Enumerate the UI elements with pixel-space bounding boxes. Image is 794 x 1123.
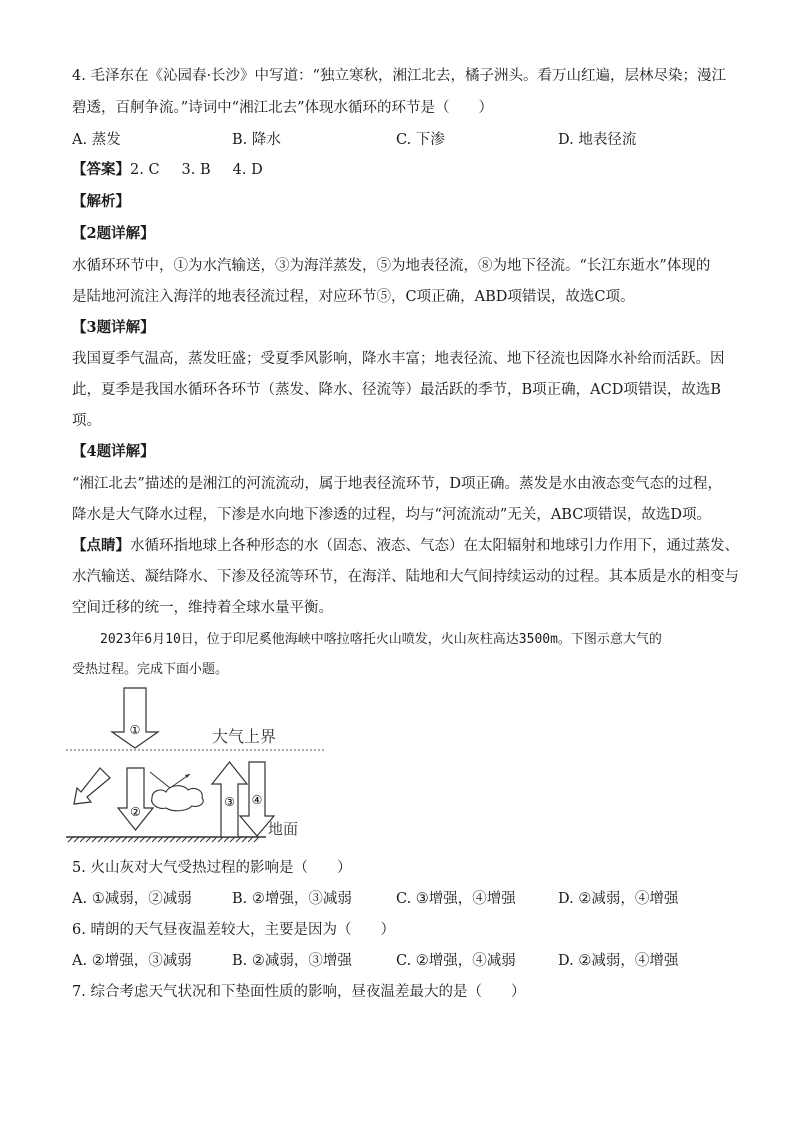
q4-option-b: B. 降水 — [232, 132, 281, 148]
detail-2-label: 【2题详解】 — [72, 225, 155, 242]
q4-option-a: A. 蒸发 — [72, 132, 121, 148]
detail-3-line3: 项。 — [72, 413, 101, 429]
scatter-line-in — [150, 772, 170, 788]
detail-2-line1: 水循环环节中，①为水汽输送，③为海洋蒸发，⑤为地表径流，⑧为地下径流。“长江东逝水”体现的 — [72, 258, 711, 274]
q4-option-c: C. 下渗 — [396, 132, 445, 148]
arrow-reflection — [74, 768, 110, 804]
ground-surface — [66, 837, 266, 842]
top-of-atmosphere-label: 大气上界 — [212, 727, 277, 746]
answer-label: 【答案】 — [72, 161, 130, 178]
q4-option-d: D. 地表径流 — [558, 132, 637, 148]
detail-3-line2: 此，夏季是我国水循环各环节（蒸发、降水、径流等）最活跃的季节，B项正确，ACD项错误，故选B — [72, 382, 721, 398]
cloud-icon — [152, 786, 204, 811]
q5-option-c: C. ③增强，④增强 — [396, 891, 516, 907]
answer-item: 3. B — [181, 162, 211, 178]
tip-line3: 空间迁移的统一，维持着全球水量平衡。 — [72, 600, 333, 616]
detail-4-line1: “湘江北去”描述的是湘江的河流流动，属于地表径流环节，D项正确。蒸发是水由液态变气态的过程， — [72, 476, 722, 492]
q6-option-d: D. ②减弱，④增强 — [558, 953, 679, 969]
analysis-label: 【解析】 — [72, 193, 130, 210]
q5-option-b: B. ②增强，③减弱 — [232, 891, 352, 907]
q6-stem: 6. 晴朗的天气昼夜温差较大，主要是因为（ ） — [72, 922, 395, 938]
arrow-2-label: ② — [130, 805, 141, 819]
answer-item: 4. D — [232, 162, 263, 178]
detail-4-line2: 降水是大气降水过程，下渗是水向地下渗透的过程，均与“河流流动”无关，ABC项错误，故选D项。 — [72, 507, 711, 523]
q5-option-d: D. ②减弱，④增强 — [558, 891, 679, 907]
detail-4-label: 【4题详解】 — [72, 443, 155, 460]
intro-line2: 受热过程。完成下面小题。 — [72, 662, 229, 677]
q6-option-c: C. ②增强，④减弱 — [396, 953, 516, 969]
ground-label: 地面 — [268, 820, 299, 838]
detail-3-label: 【3题详解】 — [72, 319, 155, 336]
q6-option-b: B. ②减弱，③增强 — [232, 953, 352, 969]
arrow-4-label: ④ — [251, 793, 263, 807]
arrow-3-label: ③ — [224, 795, 235, 809]
q7-stem: 7. 综合考虑天气状况和下垫面性质的影响，昼夜温差最大的是（ ） — [72, 984, 526, 1000]
tip-label: 【点睛】 — [72, 537, 130, 554]
atmosphere-heating-diagram — [66, 686, 326, 844]
arrow-1-solar-radiation — [112, 688, 158, 748]
q5-option-a: A. ①减弱，②减弱 — [72, 891, 192, 907]
q4-stem-line2: 碧透，百舸争流。”诗词中“湘江北去”体现水循环的环节是（ ） — [72, 100, 493, 116]
tip-line2: 水汽输送、凝结降水、下渗及径流等环节，在海洋、陆地和大气间持续运动的过程。其本质是水的相变与 — [72, 569, 739, 585]
q5-stem: 5. 火山灰对大气受热过程的影响是（ ） — [72, 860, 352, 876]
detail-3-line1: 我国夏季气温高，蒸发旺盛；受夏季风影响，降水丰富；地表径流、地下径流也因降水补给而活跃。因 — [72, 351, 725, 367]
intro-line1: 2023年6月10日，位于印尼奚他海峡中喀拉喀托火山喷发，火山灰柱高达3500m。下图示意大气的 — [100, 632, 662, 647]
arrow-2-surface-radiation — [118, 768, 153, 830]
arrow-1-label: ① — [129, 723, 141, 737]
answer-item: 2. C — [130, 162, 160, 178]
answer-line — [72, 160, 722, 180]
tip-text-1: 水循环指地球上各种形态的水（固态、液态、气态）在太阳辐射和地球引力作用下，通过蒸发、 — [130, 538, 739, 554]
q6-option-a: A. ②增强，③减弱 — [72, 953, 192, 969]
q4-stem-line1: 4. 毛泽东在《沁园春·长沙》中写道：“独立寒秋，湘江北去，橘子洲头。看万山红遍，层林尽染；漫江 — [72, 68, 726, 84]
detail-2-line2: 是陆地河流注入海洋的地表径流过程，对应环节⑤，C项正确，ABD项错误，故选C项。 — [72, 289, 635, 305]
tip-line1 — [72, 536, 739, 556]
